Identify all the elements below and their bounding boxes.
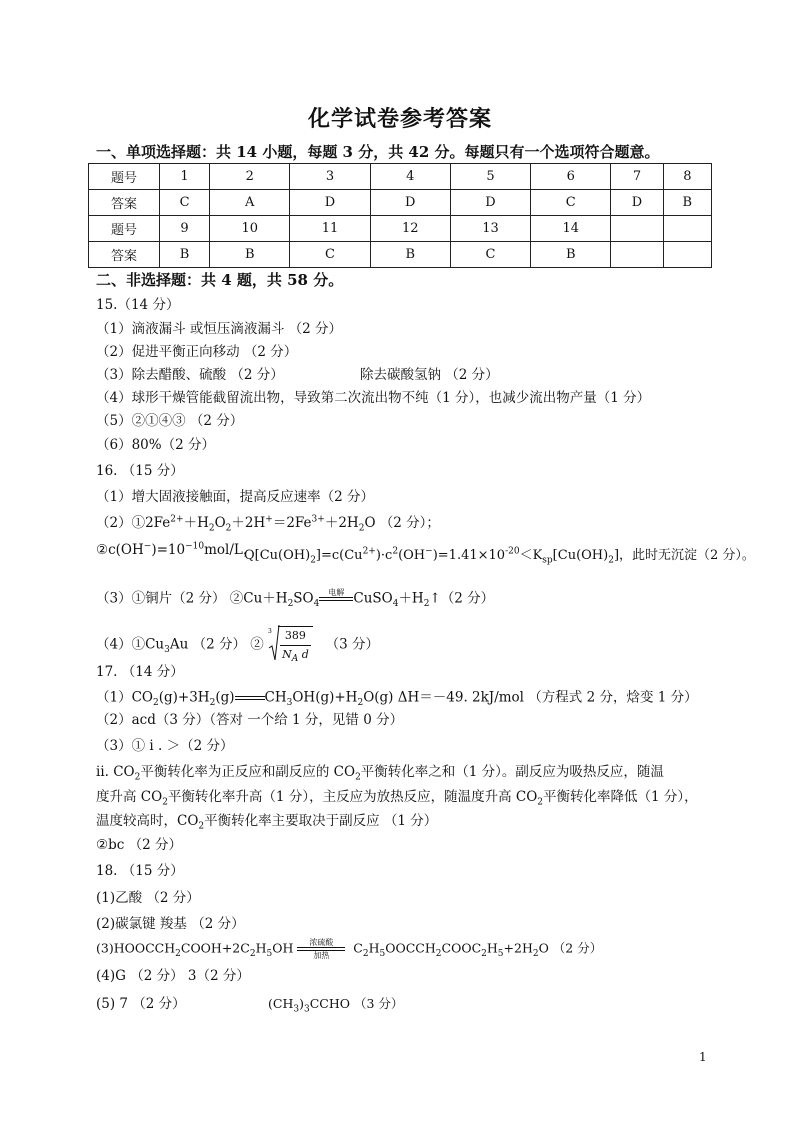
table-cell: A bbox=[210, 190, 290, 216]
table-row-header: 题号 bbox=[89, 216, 160, 242]
table-cell: 2 bbox=[210, 164, 290, 190]
cube-root-expression: 3 $\frac{389}{N_A d}$ bbox=[268, 626, 313, 664]
table-cell: 14 bbox=[531, 216, 611, 242]
q16-answer-2-qsp: $②c(OH^-)=10^{-10}mol/L$， bbox=[96, 541, 257, 558]
q17-answer-1: $(1)CO_2(g)+3H_2(g)$ $CH_3OH(g)+H_2O(g)$ ΔH＝－49. 2kJ/mol （方程式 2 分，焓变 1 分） bbox=[96, 687, 698, 709]
table-row-header: 答案 bbox=[89, 242, 160, 268]
table-cell: 11 bbox=[290, 216, 370, 242]
q16-answer-2-equation: $(2)①2Fe^{2+}+H_2O_2+2H^+=2Fe^{3+}+2H_2O$ （2 分）； bbox=[96, 514, 440, 534]
table-cell: D bbox=[611, 190, 663, 216]
table-cell bbox=[611, 242, 663, 268]
table-cell: B bbox=[663, 190, 711, 216]
q17-heading: 17. （14 分） bbox=[96, 664, 184, 680]
table-row-header: 答案 bbox=[89, 190, 160, 216]
table-cell: 13 bbox=[450, 216, 530, 242]
table-cell: 7 bbox=[611, 164, 663, 190]
table-cell: 12 bbox=[370, 216, 450, 242]
svg-text:3: 3 bbox=[268, 628, 272, 635]
q17-answer-3-part2: ②bc （2 分） bbox=[96, 837, 182, 853]
table-cell: 3 bbox=[290, 164, 370, 190]
q15-heading: 15.（14 分） bbox=[96, 297, 180, 313]
table-cell bbox=[663, 216, 711, 242]
table-cell: 10 bbox=[210, 216, 290, 242]
q18-answer-2: (2)碳氯键 羧基 （2 分） bbox=[96, 916, 245, 932]
table-row-header: 题号 bbox=[89, 164, 160, 190]
table-cell: D bbox=[290, 190, 370, 216]
q16-heading: 16. （15 分） bbox=[96, 463, 184, 479]
q17-answer-3-ii-line3: 温度较高时，$CO_2$平衡转化率主要取决于副反应 （1 分） bbox=[96, 813, 438, 832]
q18-answer-5b: $(CH_3)_3CCHO$ （3 分） bbox=[268, 996, 404, 1015]
table-cell: B bbox=[160, 242, 210, 268]
table-cell: C bbox=[290, 242, 370, 268]
table-cell: C bbox=[160, 190, 210, 216]
q18-answer-1: (1)乙酸 （2 分） bbox=[96, 890, 200, 906]
q16-answer-1: （1）增大固液接触面，提高反应速率（2 分） bbox=[96, 489, 374, 505]
q15-answer-3a: （3）除去醋酸、硫酸 （2 分） bbox=[96, 367, 284, 383]
table-cell: 8 bbox=[663, 164, 711, 190]
q15-answer-6: （6）80%（2 分） bbox=[96, 437, 215, 453]
equilibrium-sign bbox=[235, 687, 265, 709]
table-cell: 9 bbox=[160, 216, 210, 242]
page-title: 化学试卷参考答案 bbox=[307, 106, 492, 132]
q17-answer-3-ii-line1: ⅱ. $CO_2$平衡转化率为正反应和副反应的 $CO_2$平衡转化率之和（1 分）。副反应为吸热反应，随温 bbox=[96, 764, 664, 783]
answer-table bbox=[88, 163, 712, 268]
section-2-heading: 二、非选择题：共 4 题，共 58 分。 bbox=[96, 271, 344, 289]
table-cell: 4 bbox=[370, 164, 450, 190]
table-cell: B bbox=[531, 242, 611, 268]
q16-answer-3: （3）①铜片（2 分） $②Cu+H_2SO_4$ 电解 $CuSO_4+H_2↑(2$ 分） bbox=[96, 588, 495, 610]
root-sign-icon bbox=[268, 624, 280, 662]
q17-answer-2: （2）acd（3 分）（答对 一个给 1 分，见错 0 分） bbox=[96, 712, 404, 728]
table-row bbox=[89, 242, 712, 268]
q18-heading: 18. （15 分） bbox=[96, 863, 184, 879]
reaction-condition-sign: 浓硫酸 加热 bbox=[297, 938, 345, 960]
q17-answer-3: （3）① i . ＞（2 分） bbox=[96, 738, 234, 754]
table-cell: D bbox=[370, 190, 450, 216]
table-cell: 6 bbox=[531, 164, 611, 190]
page-number: 1 bbox=[699, 1050, 707, 1064]
q16-answer-4: $(4)①Cu_3Au$ （2 分） ② 3 $\frac{389}{N_A d}$ （3 分） bbox=[96, 626, 379, 664]
table-cell: B bbox=[370, 242, 450, 268]
q18-answer-5a: (5) 7 （2 分） bbox=[96, 996, 186, 1012]
q18-answer-4: (4)G （2 分） 3（2 分） bbox=[96, 968, 250, 984]
table-row bbox=[89, 190, 712, 216]
q15-answer-4: （4）球形干燥管能截留流出物，导致第二次流出物不纯（1 分），也减少流出物产量（1 分） bbox=[96, 390, 651, 406]
table-cell: B bbox=[210, 242, 290, 268]
table-cell bbox=[611, 216, 663, 242]
section-1-heading: 一、单项选择题：共 14 小题，每题 3 分，共 42 分。每题只有一个选项符合题意。 bbox=[96, 143, 660, 161]
q15-answer-2: （2）促进平衡正向移动 （2 分） bbox=[96, 344, 298, 360]
table-cell: 1 bbox=[160, 164, 210, 190]
q16-answer-2-qsp-right: $Q[Cu(OH)_2]=c(Cu^{2+})\cdot c^2(OH^-)=1.41\times 10^{-20}<K_{sp}[Cu(OH)_2]$，此时无沉淀（2 分）。 bbox=[244, 546, 755, 566]
table-cell: C bbox=[531, 190, 611, 216]
table-row bbox=[89, 164, 712, 190]
q15-answer-5: （5）②①④③ （2 分） bbox=[96, 413, 244, 429]
table-cell: C bbox=[450, 242, 530, 268]
q15-answer-3b: 除去碳酸氢钠 （2 分） bbox=[360, 367, 499, 383]
table-cell bbox=[663, 242, 711, 268]
q15-answer-1: （1）滴液漏斗 或恒压滴液漏斗 （2 分） bbox=[96, 321, 343, 337]
table-row bbox=[89, 216, 712, 242]
q17-answer-3-ii-line2: 度升高 $CO_2$平衡转化率升高（1 分），主反应为放热反应，随温度升高 $CO_2$平衡转化率降低（1 分）， bbox=[96, 789, 698, 808]
table-cell: 5 bbox=[450, 164, 530, 190]
electrolysis-sign: 电解 bbox=[319, 588, 353, 610]
q18-answer-3: $(3)HOOCCH_2COOH+2C_2H_5OH$ 浓硫酸 加热 $C_2H_5OOCCH_2COOC_2H_5+2H_2O$ （2 分） bbox=[96, 938, 603, 960]
table-cell: D bbox=[450, 190, 530, 216]
